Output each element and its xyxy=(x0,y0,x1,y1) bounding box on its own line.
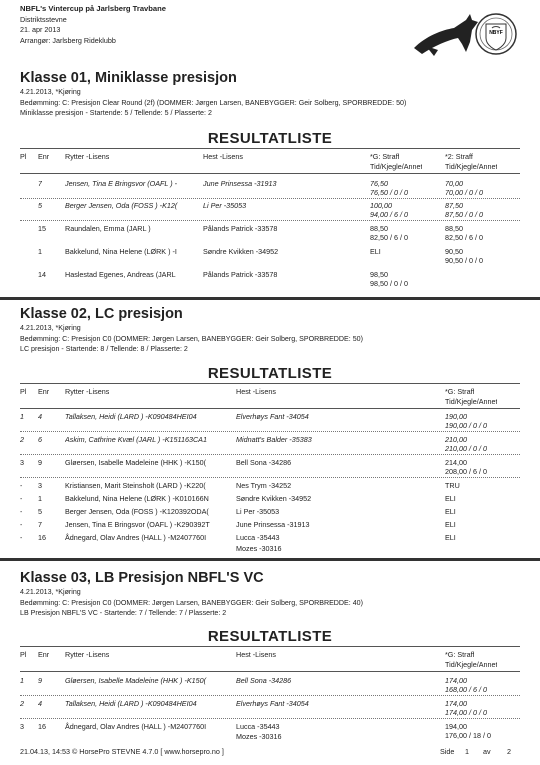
placing: - xyxy=(20,520,23,529)
event-date: 21. apr 2013 xyxy=(20,25,61,34)
placing: 3 xyxy=(20,722,24,731)
horse-name: June Prinsessa -31913 xyxy=(203,179,277,188)
col-round1-sub: Tid/Kjegle/Annet xyxy=(445,397,498,406)
class-title: Klasse 02, LC presisjon xyxy=(20,306,183,322)
rider-name: Jensen, Tina E Bringsvor (OAFL ) - xyxy=(65,179,178,188)
class-counts: Miniklasse presisjon - Startende: 5 / Tellende: 5 / Plasserte: 2 xyxy=(20,109,212,118)
row-divider xyxy=(20,198,520,199)
horse-name: Bell Sona -34286 xyxy=(236,458,292,467)
row-divider xyxy=(20,477,520,478)
round1-detail: 82,50 / 6 / 0 xyxy=(370,233,408,242)
club-logo xyxy=(408,8,518,60)
entry-number: 16 xyxy=(38,722,46,731)
rider-name: Bakkelund, Nina Helene (LØRK ) -K010166N xyxy=(65,494,209,503)
horse-name: Søndre Kvikken -34952 xyxy=(236,494,312,503)
entry-number: 5 xyxy=(38,507,42,516)
event-type: Distriktsstevne xyxy=(20,14,67,24)
footer-page-total: 2 xyxy=(507,747,511,756)
table-top-rule xyxy=(20,646,520,647)
col-round1: *G: Straff xyxy=(445,387,475,396)
round2-score: 88,50 xyxy=(445,224,463,233)
rider-name: Bakkelund, Nina Helene (LØRK ) -I xyxy=(65,247,177,256)
col-rider: Rytter -Lisens xyxy=(65,650,110,659)
class-01-section xyxy=(20,70,520,288)
row-divider xyxy=(20,431,520,432)
round1-detail: 94,00 / 6 / 0 xyxy=(370,210,408,219)
row-divider xyxy=(20,220,520,221)
table-top-rule xyxy=(20,383,520,384)
round1-score: 174,00 xyxy=(445,676,467,685)
round1-detail: 174,00 / 0 / 0 xyxy=(445,708,487,717)
entry-number: 4 xyxy=(38,699,42,708)
col-horse: Hest -Lisens xyxy=(236,650,276,659)
rider-name: Askim, Cathrine Kvæl (JARL ) -K151163CA1 xyxy=(65,435,207,444)
round1-score: TRU xyxy=(445,481,460,490)
rider-name: Gløersen, Isabelle Madeleine (HHK ) -K150( xyxy=(65,458,207,467)
rider-name: Haslestad Egenes, Andreas (JARL xyxy=(65,270,176,279)
footer-print-info: 21.04.13, 14:53 © HorsePro STEVNE 4.7.0 [ www.horsepro.no ] xyxy=(20,747,224,756)
horse-name: Søndre Kvikken -34952 xyxy=(203,247,279,256)
rider-name: Berger Jensen, Oda (FOSS ) -K12( xyxy=(65,201,178,210)
round1-score: ELI xyxy=(445,494,456,503)
col-round2: *2: Straff xyxy=(445,152,473,161)
horse-name: Nes Trym -34252 xyxy=(236,481,292,490)
horse-name: Elverhøys Fant -34054 xyxy=(236,412,309,421)
round1-score: 174,00 xyxy=(445,699,467,708)
placing: 2 xyxy=(20,699,24,708)
round2-detail: 70,00 / 0 / 0 xyxy=(445,188,483,197)
horse-name: Pålands Patrick -33578 xyxy=(203,270,278,279)
footer-page-number: 1 xyxy=(465,747,469,756)
class-judging: Bedømming: C: Presisjon C0 (DOMMER: Jørgen Larsen, BANEBYGGER: Geir Solberg, SPORBREDDE: 50) xyxy=(20,334,363,343)
round2-detail: 82,50 / 6 / 0 xyxy=(445,233,483,242)
placing: - xyxy=(20,533,23,542)
result-list-title: RESULTATLISTE xyxy=(207,130,333,147)
rider-name: Tallaksen, Heidi (LARD ) -K090484HEI04 xyxy=(65,412,197,421)
horse-name: Lucca -35443 xyxy=(236,722,280,731)
round1-score: 214,00 xyxy=(445,458,467,467)
placing: 3 xyxy=(20,458,24,467)
rider-name: Berger Jensen, Oda (FOSS ) -K120392ODA( xyxy=(65,507,209,516)
result-list-title: RESULTATLISTE xyxy=(207,628,333,645)
entry-number: 14 xyxy=(38,270,46,279)
class-title: Klasse 01, Miniklasse presisjon xyxy=(20,70,237,86)
row-divider xyxy=(20,695,520,696)
class-counts: LB Presisjon NBFL'S VC - Startende: 7 / Tellende: 7 / Plasserte: 2 xyxy=(20,609,227,618)
round1-score: 210,00 xyxy=(445,435,467,444)
round2-score: 90,50 xyxy=(445,247,463,256)
rider-name: Raundalen, Emma (JARL ) xyxy=(65,224,151,233)
organizer: Arrangør: Jarlsberg Rideklubb xyxy=(20,35,116,45)
col-enr: Enr xyxy=(38,152,50,161)
horse-name: Li Per -35053 xyxy=(236,507,280,516)
col-round1: *G: Straff xyxy=(445,650,475,659)
horse-name: Bell Sona -34286 xyxy=(236,676,292,685)
round1-detail: 98,50 / 0 / 0 xyxy=(370,279,408,288)
round1-score: 98,50 xyxy=(370,270,388,279)
placing: - xyxy=(20,507,23,516)
horse-name: June Prinsessa -31913 xyxy=(236,520,310,529)
round1-score: 100,00 xyxy=(370,201,392,210)
col-horse: Hest -Lisens xyxy=(203,152,243,161)
rider-name: Jensen, Tina E Bringsvor (OAFL ) -K290392T xyxy=(65,520,210,529)
round1-detail: 168,00 / 6 / 0 xyxy=(445,685,487,694)
col-pl: Pl xyxy=(20,152,27,161)
col-round2-sub: Tid/Kjegle/Annet xyxy=(445,162,498,171)
placing: 1 xyxy=(20,676,24,685)
col-horse: Hest -Lisens xyxy=(236,387,276,396)
entry-number: 6 xyxy=(38,435,42,444)
row-divider xyxy=(20,454,520,455)
round2-detail: 87,50 / 0 / 0 xyxy=(445,210,483,219)
footer-of-label: av xyxy=(483,747,491,756)
col-pl: Pl xyxy=(20,650,27,659)
header-rule xyxy=(20,671,520,672)
round2-score: 70,00 xyxy=(445,179,463,188)
rider-name: Ådnegard, Olav Andres (HALL ) -M2407760I xyxy=(65,722,207,731)
entry-number: 16 xyxy=(38,533,46,542)
round2-detail: 90,50 / 0 / 0 xyxy=(445,256,483,265)
class-title: Klasse 03, LB Presisjon NBFL'S VC xyxy=(20,570,264,586)
horse-name: Elverhøys Fant -34054 xyxy=(236,699,309,708)
entry-number: 5 xyxy=(38,201,42,210)
round1-score: 194,00 xyxy=(445,722,467,731)
entry-number: 15 xyxy=(38,224,46,233)
col-rider: Rytter -Lisens xyxy=(65,152,110,161)
round1-detail: 76,50 / 0 / 0 xyxy=(370,188,408,197)
placing: - xyxy=(20,494,23,503)
horse-name: Pålands Patrick -33578 xyxy=(203,224,278,233)
round1-detail: 210,00 / 0 / 0 xyxy=(445,444,487,453)
col-round1-sub: Tid/Kjegle/Annet xyxy=(370,162,423,171)
horse-silhouette-icon xyxy=(414,14,478,56)
round1-detail: 190,00 / 0 / 0 xyxy=(445,421,487,430)
round1-score: 88,50 xyxy=(370,224,388,233)
header-rule xyxy=(20,408,520,409)
col-round1: *G: Straff xyxy=(370,152,400,161)
result-list-title: RESULTATLISTE xyxy=(207,365,333,382)
round1-score: ELI xyxy=(445,507,456,516)
rider-name: Tallaksen, Heidi (LARD ) -K090484HEI04 xyxy=(65,699,197,708)
rider-name: Kristiansen, Marit Steinsholt (LARD ) -K220( xyxy=(65,481,206,490)
round1-score: ELI xyxy=(445,533,456,542)
section-separator xyxy=(0,297,540,300)
round2-score: 87,50 xyxy=(445,201,463,210)
entry-number: 9 xyxy=(38,458,42,467)
horse-name-2: Mozes -30316 xyxy=(236,544,282,553)
round1-score: ELI xyxy=(370,247,381,256)
placing: 1 xyxy=(20,412,24,421)
horse-name: Li Per -35053 xyxy=(203,201,247,210)
class-03-section xyxy=(20,570,520,741)
col-pl: Pl xyxy=(20,387,27,396)
col-enr: Enr xyxy=(38,387,50,396)
round1-detail: 176,00 / 18 / 0 xyxy=(445,731,491,740)
rider-name: Ådnegard, Olav Andres (HALL ) -M2407760I xyxy=(65,533,207,542)
class-date: 4.21.2013, *Kjøring xyxy=(20,588,81,596)
entry-number: 4 xyxy=(38,412,42,421)
round1-score: 190,00 xyxy=(445,412,467,421)
class-counts: LC presisjon - Startende: 8 / Tellende: 8 / Plasserte: 2 xyxy=(20,345,188,354)
organization-name: NBFL's Vintercup på Jarlsberg Travbane xyxy=(20,4,166,13)
round1-detail: 208,00 / 6 / 0 xyxy=(445,467,487,476)
entry-number: 1 xyxy=(38,494,42,503)
class-date: 4.21.2013, *Kjøring xyxy=(20,88,81,96)
entry-number: 7 xyxy=(38,179,42,188)
page-header xyxy=(20,4,166,46)
entry-number: 9 xyxy=(38,676,42,685)
round1-score: ELI xyxy=(445,520,456,529)
horse-name: Midnatt's Balder -35383 xyxy=(236,435,312,444)
entry-number: 3 xyxy=(38,481,42,490)
col-enr: Enr xyxy=(38,650,50,659)
col-round1-sub: Tid/Kjegle/Annet xyxy=(445,660,498,669)
placing: 2 xyxy=(20,435,24,444)
horse-name-2: Mozes -30316 xyxy=(236,732,282,741)
entry-number: 7 xyxy=(38,520,42,529)
entry-number: 1 xyxy=(38,247,42,256)
class-date: 4.21.2013, *Kjøring xyxy=(20,324,81,332)
footer-page-label: Side xyxy=(440,747,455,756)
class-judging: Bedømming: C: Presisjon Clear Round (2f) (DOMMER: Jørgen Larsen, BANEBYGGER: Geir Solberg, SPORBREDDE: 50) xyxy=(20,98,407,107)
class-02-section xyxy=(20,306,520,553)
header-rule xyxy=(20,173,520,174)
row-divider xyxy=(20,718,520,719)
class-judging: Bedømming: C: Presisjon C0 (DOMMER: Jørgen Larsen, BANEBYGGER: Geir Solberg, SPORBREDDE: 40) xyxy=(20,598,363,607)
horse-name: Lucca -35443 xyxy=(236,533,280,542)
logo-letters: NBYF xyxy=(489,30,503,36)
placing: - xyxy=(20,481,23,490)
col-rider: Rytter -Lisens xyxy=(65,387,110,396)
table-top-rule xyxy=(20,148,520,149)
section-separator xyxy=(0,558,540,561)
rider-name: Gløersen, Isabelle Madeleine (HHK ) -K150( xyxy=(65,676,207,685)
round1-score: 76,50 xyxy=(370,179,388,188)
